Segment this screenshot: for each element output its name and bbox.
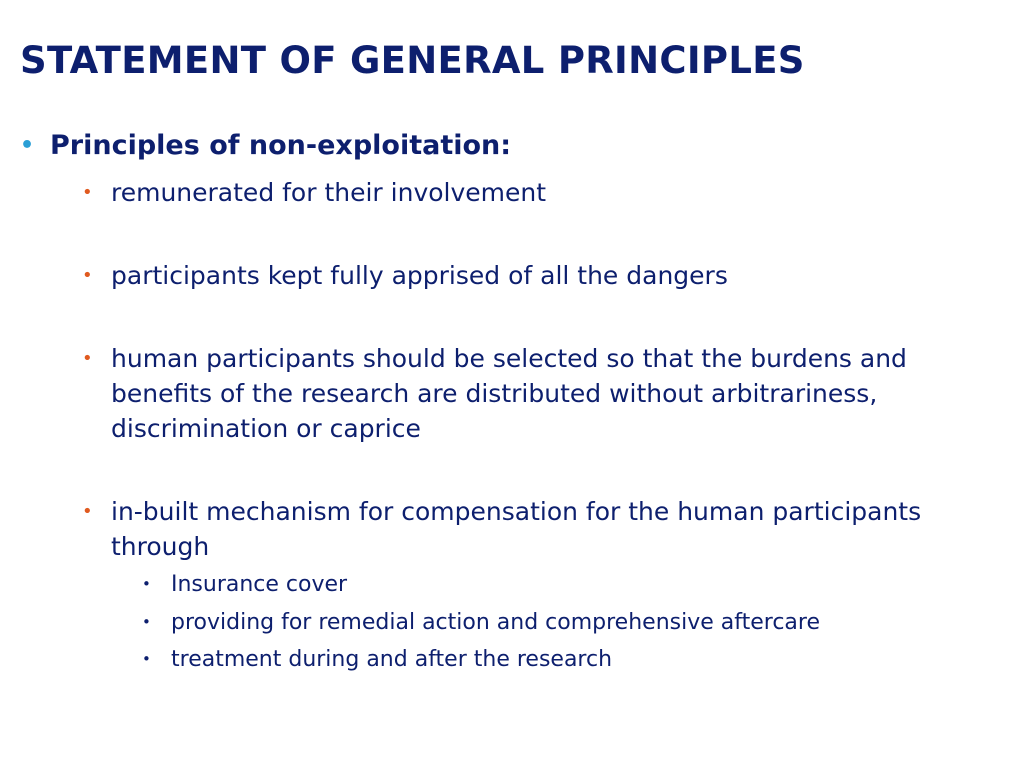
list-item-text: human participants should be selected so that the burdens and benefits of the research are distributed without arbitrariness, discrimination or caprice <box>111 344 907 443</box>
sub-list-item-text: Insurance cover <box>171 572 348 597</box>
sub-list-item-text: providing for remedial action and comprehensive aftercare <box>171 609 820 635</box>
sub-list <box>142 566 1002 679</box>
list-item-text: participants kept fully apprised of all the dangers <box>111 261 728 290</box>
sub-list-item <box>142 641 1002 679</box>
bullet-icon: • <box>82 348 93 369</box>
bullet-icon: • <box>82 182 93 203</box>
section-heading <box>20 128 511 164</box>
bullet-icon: • <box>20 133 35 158</box>
list-item <box>82 341 1002 446</box>
sub-list-item-text: treatment during and after the research <box>171 647 613 672</box>
principles-list <box>82 175 1002 679</box>
bullet-icon: • <box>82 501 93 522</box>
slide-title: STATEMENT OF GENERAL PRINCIPLES <box>20 39 805 82</box>
list-item <box>82 494 1002 679</box>
list-item-text: in-built mechanism for compensation for the human participants through <box>111 497 922 561</box>
bullet-icon: • <box>142 575 151 593</box>
list-item <box>82 175 1002 210</box>
bullet-icon: • <box>142 612 151 631</box>
bullet-icon: • <box>82 265 93 286</box>
list-item-text: remunerated for their involvement <box>111 178 547 207</box>
sub-list-item <box>142 566 1002 604</box>
section-heading-text: Principles of non-exploitation: <box>50 130 512 161</box>
list-item <box>82 258 1002 293</box>
sub-list-item <box>142 604 1002 642</box>
bullet-icon: • <box>142 650 151 668</box>
